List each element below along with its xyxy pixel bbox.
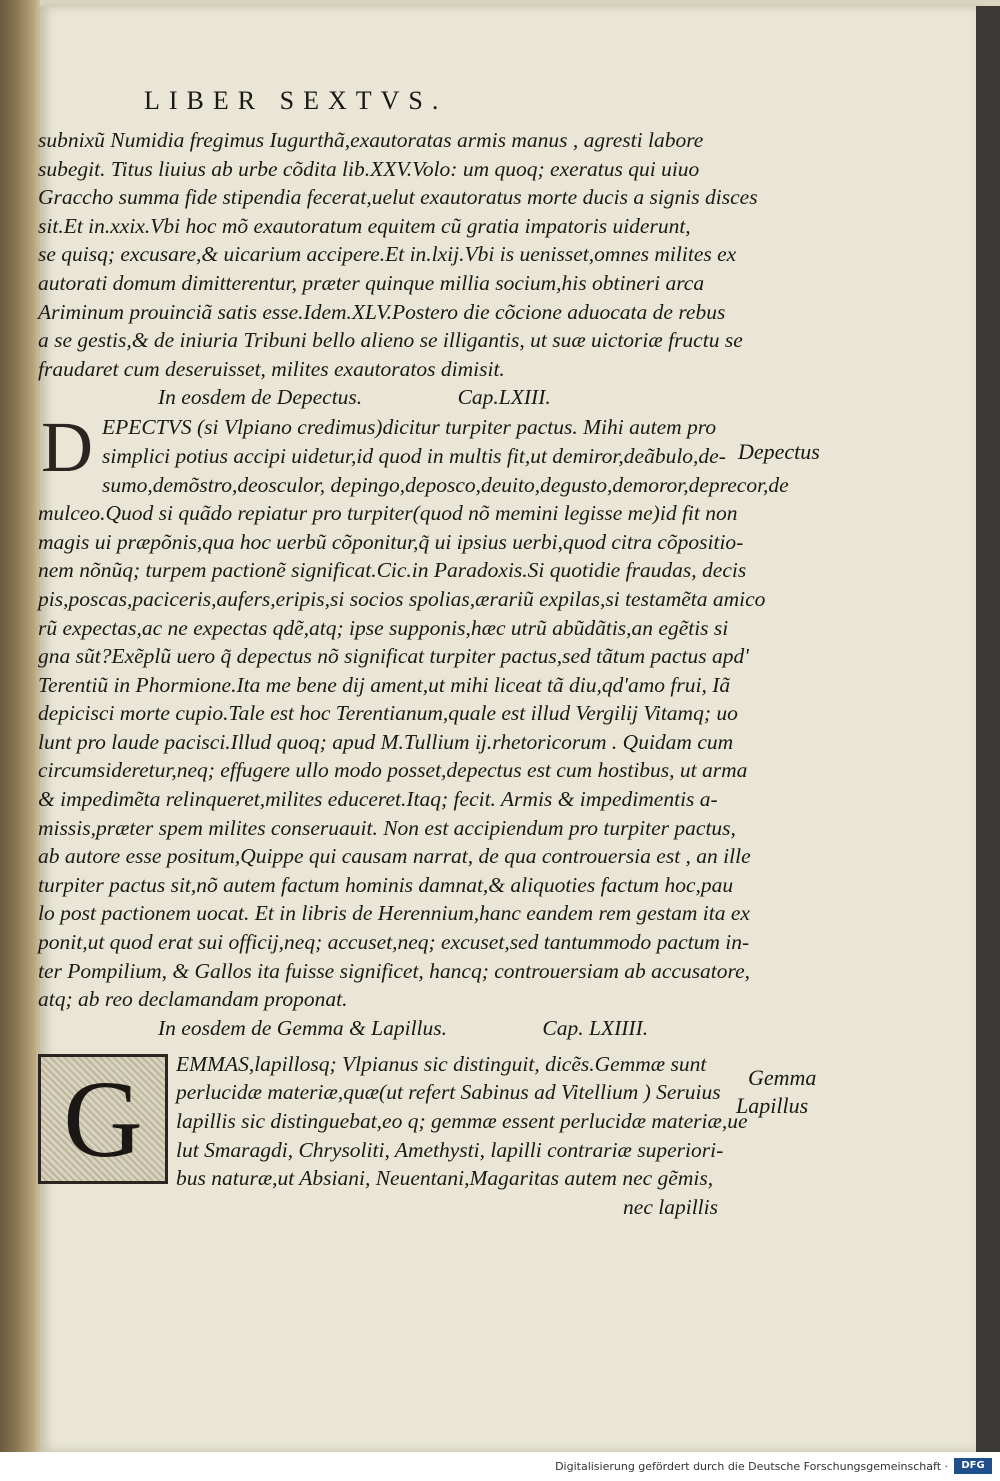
text-line: ab autore esse positum,Quippe qui causam narrat, de qua controuersia est , an ille xyxy=(38,844,751,869)
drop-cap-initial: D xyxy=(41,407,93,488)
text-line: perlucidæ materiæ,quæ(ut refert Sabinus ad Vitellium ) Seruius xyxy=(176,1080,721,1105)
text-line: Graccho summa fide stipendia fecerat,uelut exautoratus morte ducis a signis disces xyxy=(38,185,758,210)
text-line: nem nõnũq; turpem pactionẽ significat.Cic.in Paradoxis.Si quotidie fraudas, decis xyxy=(38,558,747,583)
text-line: bus naturæ,ut Absiani, Neuentani,Magaritas autem nec gẽmis, xyxy=(176,1166,714,1191)
dfg-logo-icon: DFG xyxy=(954,1458,992,1474)
text-line: Ariminum prouinciã satis esse.Idem.XLV.Postero die cõcione aduocata de rebus xyxy=(38,299,726,324)
text-line: rũ expectas,ac ne expectas qdẽ,atq; ipse supponis,hæc utrũ abũdãtis,an egẽtis si xyxy=(38,615,729,640)
text-line: & impedimẽta relinqueret,milites educeret.Itaq; fecit. Armis & impedimentis a- xyxy=(38,787,718,812)
footer-credit: Digitalisierung gefördert durch die Deutsche Forschungsgemeinschaft · xyxy=(555,1460,948,1473)
text-line: EMMAS,lapillosq; Vlpianus sic distinguit, dicẽs.Gemmæ sunt xyxy=(176,1051,707,1076)
text-line: autorati domum dimitterentur, præter quinque millia socium,his obtineri arca xyxy=(38,270,705,295)
text-line: gna sũt?Exẽplũ uero q̃ depectus nõ significat turpiter pactus,sed tãtum pactus apd' xyxy=(38,644,749,669)
text-line: Terentiũ in Phormione.Ita me bene dij ament,ut mihi liceat tã diu,qd'amo frui, Iã xyxy=(38,672,731,697)
text-line: mulceo.Quod si quãdo repiatur pro turpiter(quod nõ memini legisse me)id fit non xyxy=(38,501,738,526)
marginal-note-gemma: Gemma xyxy=(748,1065,817,1090)
ornate-initial-letter: G xyxy=(63,1057,143,1180)
text-line: sit.Et in.xxix.Vbi hoc mõ exautoratum equitem cũ gratia impatoris uiderunt, xyxy=(38,213,691,238)
text-line: lapillis sic distinguebat,eo q; gemmæ essent perlucidæ materiæ,ue xyxy=(176,1109,748,1133)
text-line: a se gestis,& de iniuria Tribuni bello alieno se illigantis, ut suæ uictoriæ fructu se xyxy=(38,328,743,353)
text-line: missis,præter spem milites conseruauit. Non est accipiendum pro turpiter pactus, xyxy=(38,815,736,840)
chapter-heading-depectus xyxy=(158,383,738,413)
text-line: se quisq; excusare,& uicarium accipere.Et in.lxij.Vbi is uenisset,omnes milites ex xyxy=(38,242,737,267)
text-line: nec lapillis xyxy=(623,1194,718,1219)
text-line: ter Pompilium, & Gallos ita fuisse significet, hancq; controuersiam ab accusatore, xyxy=(38,958,751,983)
page-edge xyxy=(976,6,1000,1452)
text-line: lunt pro laude pacisci.Illud quoq; apud M.Tullium ij.rhetoricorum . Quidam cum xyxy=(38,729,734,754)
text-line: lut Smaragdi, Chrysoliti, Amethysti, lapilli contrariæ superiori- xyxy=(176,1137,724,1162)
marginal-note-lapillus: Lapillus xyxy=(736,1093,809,1118)
running-head: LIBER SEXTVS. xyxy=(144,86,448,115)
text-line: fraudaret cum deseruisset, milites exautoratos dimisit. xyxy=(38,356,505,381)
text-line: atq; ab reo declamandam proponat. xyxy=(38,987,348,1012)
chapter-heading-gemma xyxy=(158,1014,738,1044)
text-line: EPECTVS (si Vlpiano credimus)dicitur turpiter pactus. Mihi autem pro xyxy=(102,415,717,440)
section-depectus xyxy=(38,407,789,1013)
text-line: sumo,demõstro,deosculor, depingo,deposco,deuito,degusto,demoror,deprecor,de xyxy=(102,472,789,497)
chapter-title: In eosdem de Gemma & Lapillus. xyxy=(158,1015,448,1040)
text-line: lo post pactionem uocat. Et in libris de Herennium,hanc eandem rem gestam ita ex xyxy=(38,901,750,926)
marginal-note-depectus: Depectus xyxy=(738,439,820,464)
footer-bar xyxy=(0,1452,1000,1481)
ornate-initial-icon xyxy=(38,1054,168,1184)
text-line: ponit,ut quod erat sui officij,neq; accuset,neq; excuset,sed tantummodo pactum in- xyxy=(38,930,750,955)
section-gemma xyxy=(38,1050,748,1222)
text-line: depicisci morte cupio.Tale est hoc Terentianum,quale est illud Vergilij Vitamq; uo xyxy=(38,701,738,726)
text-line: turpiter pactus sit,nõ autem factum hominis damnat,& aliquoties factum hoc,pau xyxy=(38,872,734,897)
chapter-number: Cap. LXIIII. xyxy=(542,1015,649,1040)
section-exautoratus xyxy=(38,126,758,383)
chapter-title: In eosdem de Depectus. xyxy=(158,385,363,410)
book-binding xyxy=(0,0,40,1460)
section-depectus-lines xyxy=(38,442,789,1014)
text-line: subnixũ Numidia fregimus Iugurthã,exautoratas armis manus , agresti labore xyxy=(38,128,704,152)
text-line: pis,poscas,paciceris,aufers,eripis,si socios spolias,ærariũ expilas,si testamẽta amico xyxy=(38,586,766,611)
chapter-number: Cap.LXIII. xyxy=(457,385,551,410)
text-line: simplici potius accipi uidetur,id quod in multis fit,ut demiror,deãbulo,de- xyxy=(102,443,726,468)
text-line: magis ui præpõnis,qua hoc uerbũ cõponitur,q̃ ui ipsius uerbi,quod citra cõpositio- xyxy=(38,529,744,554)
text-line: subegit. Titus liuius ab urbe cõdita lib.XXV.Volo: um quoq; exeratus qui uiuo xyxy=(38,156,700,181)
main-text xyxy=(38,126,789,1221)
text-line: circumsideretur,neq; effugere ullo modo posset,depectus est cum hostibus, ut arma xyxy=(38,758,748,783)
